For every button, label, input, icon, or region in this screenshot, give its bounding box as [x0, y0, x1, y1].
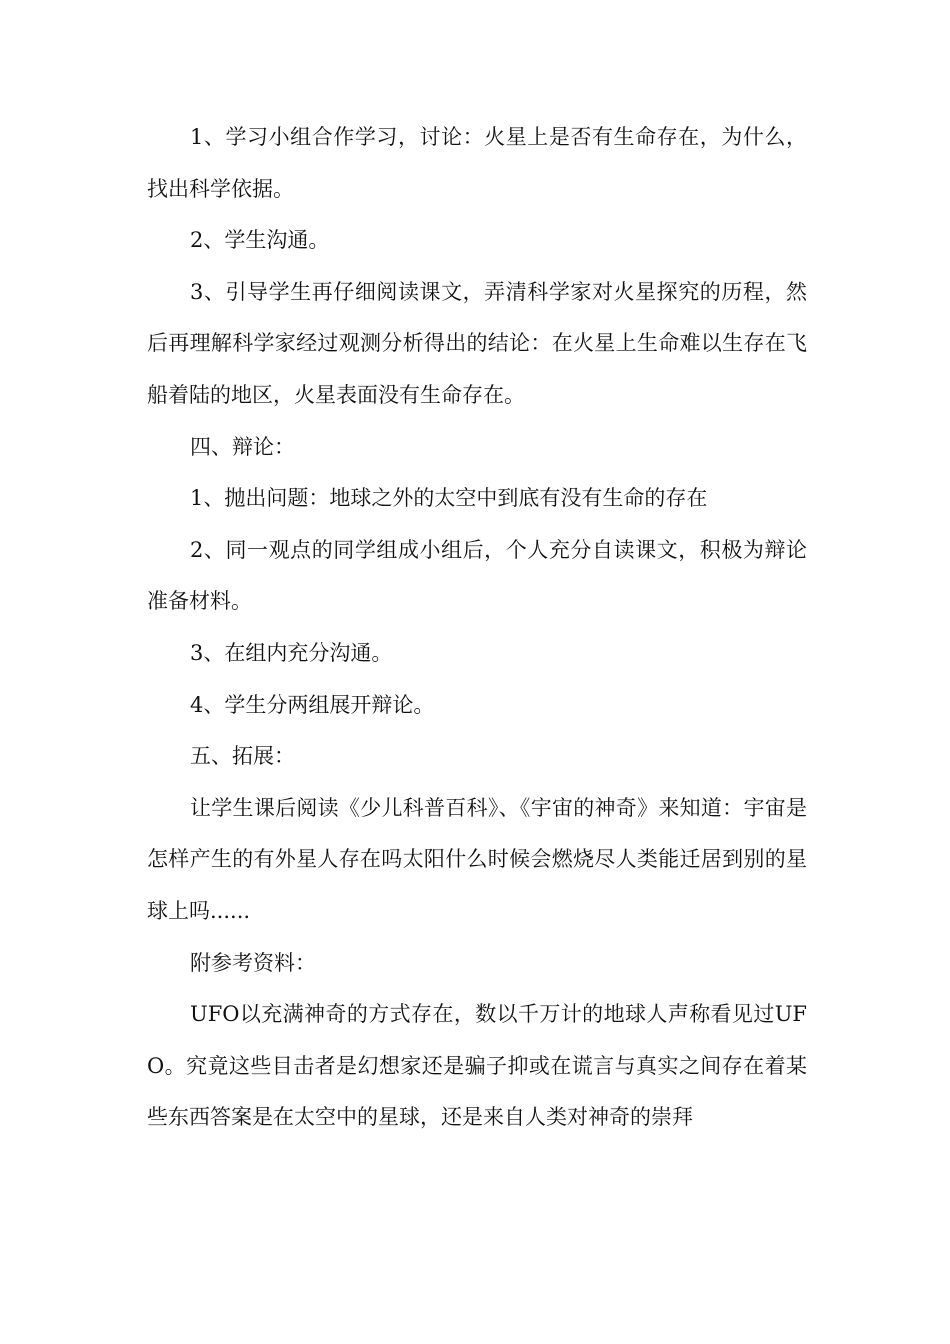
- section-heading-debate: 四、辩论：: [190, 434, 295, 459]
- paragraph-ufo: UFO以充满神奇的方式存在，数以千万计的地球人声称看见过UFO。究竟这些目击者是幻想家还是骗子抑或在谎言与真实之间存在着某些东西答案是在太空中的星球，还是来自人类对神奇的崇拜: [147, 1002, 807, 1130]
- paragraph-after-class-reading: 让学生课后阅读《少儿科普百科》、《宇宙的神奇》来知道：宇宙是怎样产生的有外星人存在吗太阳什么时候会燃烧尽人类能迁居到别的星球上吗......: [147, 795, 807, 923]
- paragraph-student-communication: 2、学生沟通。: [190, 228, 330, 253]
- paragraph-guide-reading: 3、引导学生再仔细阅读课文，弄清科学家对火星探究的历程，然后再理解科学家经过观测分析得出的结论：在火星上生命难以生存在飞船着陆的地区，火星表面没有生命存在。: [147, 279, 807, 407]
- paragraph-group-communication: 3、在组内充分沟通。: [190, 640, 393, 665]
- document-body: [147, 112, 807, 1144]
- paragraph-group-study: 1、学习小组合作学习，讨论：火星上是否有生命存在，为什么，找出科学依据。: [147, 125, 807, 201]
- paragraph-start-debate: 4、学生分两组展开辩论。: [190, 692, 435, 717]
- section-heading-references: 附参考资料：: [190, 950, 316, 975]
- section-heading-extension: 五、拓展：: [190, 744, 295, 769]
- paragraph-form-groups: 2、同一观点的同学组成小组后，个人充分自读课文，积极为辩论准备材料。: [147, 537, 807, 614]
- paragraph-pose-question: 1、抛出问题：地球之外的太空中到底有没有生命的存在: [190, 486, 708, 511]
